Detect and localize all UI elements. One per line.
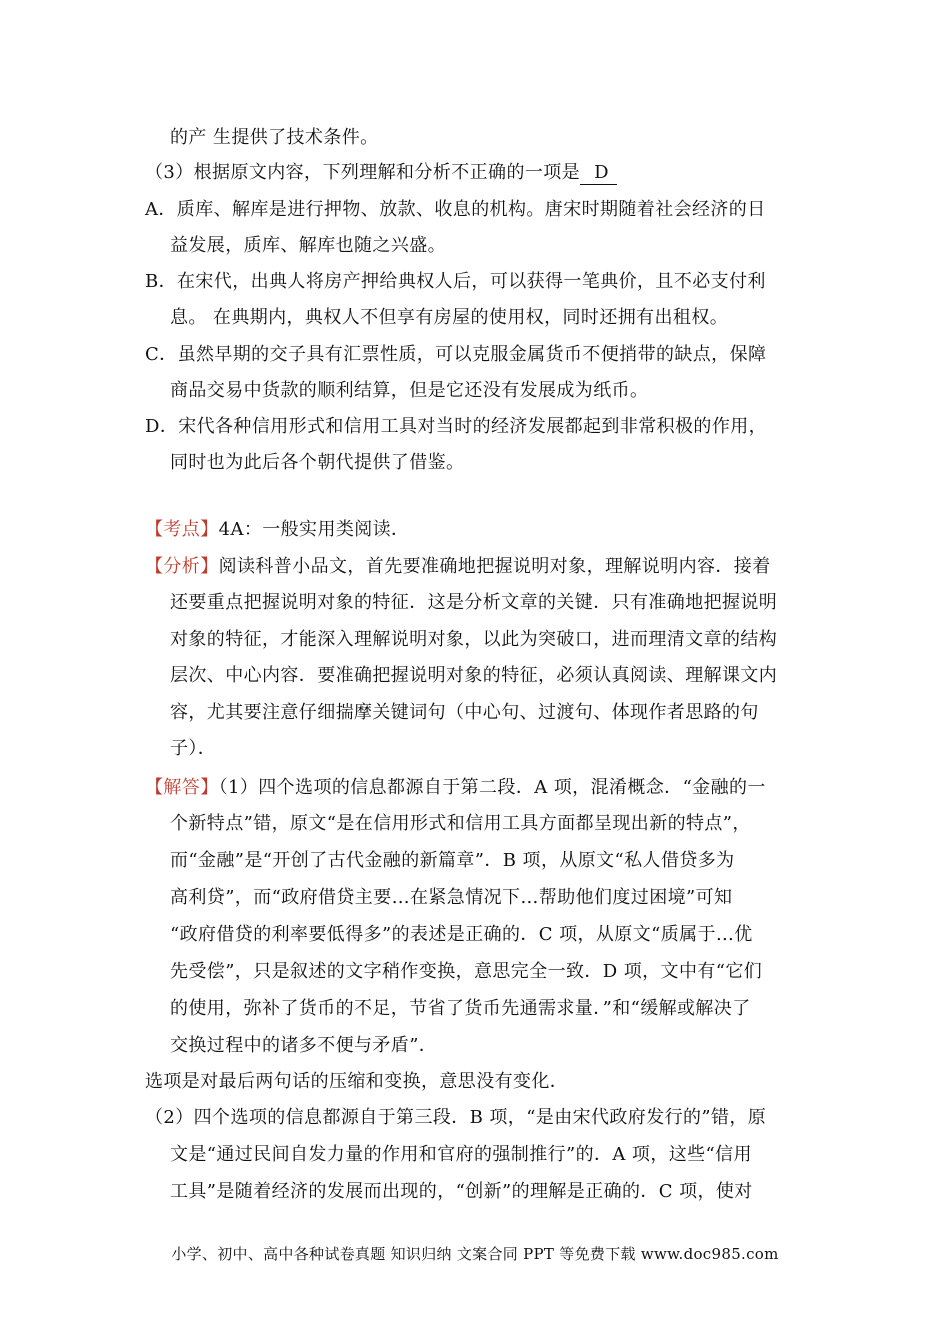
question-3-prompt	[145, 161, 617, 185]
prev-line: 的产 生提供了技术条件。	[170, 127, 379, 148]
jieda-line-2: 个新特点”错，原文“是在信用形式和信用工具方面都呈现出新的特点”，	[170, 813, 751, 834]
fenxi-line-2: 还要重点把握说明对象的特征．这是分析文章的关键．只有准确地把握说明	[170, 592, 778, 613]
fenxi-line-1: 阅读科普小品文，首先要准确地把握说明对象，理解说明内容．接着	[218, 556, 771, 577]
jieda-tail: 选项是对最后两句话的压缩和变换，意思没有变化．	[145, 1071, 569, 1092]
option-b-line-2: 息。 在典期内，典权人不但享有房屋的使用权，同时还拥有出租权。	[170, 307, 729, 328]
option-b-line-1: B．在宋代，出典人将房产押给典权人后，可以获得一笔典价，且不必支付利	[145, 271, 766, 292]
jieda-part2-line-1: （2）四个选项的信息都源自于第三段．B 项，“是由宋代政府发行的”错，原	[145, 1107, 767, 1128]
question-3-text: （3）根据原文内容，下列理解和分析不正确的一项是	[145, 162, 581, 183]
fenxi-label: 【分析】	[145, 556, 219, 577]
jieda-line-4: 高利贷”，而“政府借贷主要…在紧急情况下…帮助他们度过困境”可知	[170, 887, 733, 908]
option-c-line-2: 商品交易中货款的顺利结算，但是它还没有发展成为纸币。	[170, 380, 649, 401]
option-a-line-1: A．质库、解库是进行押物、放款、收息的机构。唐宋时期随着社会经济的日	[145, 199, 766, 220]
option-d-line-2: 同时也为此后各个朝代提供了借鉴。	[170, 452, 465, 473]
jieda-line-5: “政府借贷的利率要低得多”的表述是正确的．C 项，从原文“质属于…优	[170, 924, 753, 945]
fenxi-line-5: 容，尤其要注意仔细揣摩关键词句（中心句、过渡句、体现作者思路的句	[170, 702, 759, 723]
option-c-line-1: C．虽然早期的交子具有汇票性质，可以克服金属货币不便捎带的缺点，保障	[145, 344, 767, 365]
question-3-answer: D	[580, 162, 617, 185]
jieda-line-8: 交换过程中的诸多不便与矛盾”．	[170, 1035, 438, 1056]
jieda-line-1: （1）四个选项的信息都源自于第二段．A 项，混淆概念．“金融的一	[218, 777, 766, 798]
fenxi-section	[145, 555, 771, 579]
jieda-part2-line-3: 工具”是随着经济的发展而出现的，“创新”的理解是正确的．C 项，使对	[170, 1181, 753, 1202]
page-footer: 小学、初中、高中各种试卷真题 知识归纳 文案合同 PPT 等免费下载 www.doc985.com	[171, 1245, 779, 1263]
fenxi-line-4: 层次、中心内容．要准确把握说明对象的特征，必须认真阅读、理解课文内	[170, 665, 778, 686]
kaodian-text: 4A：一般实用类阅读．	[218, 519, 410, 540]
kaodian-section	[145, 518, 409, 542]
kaodian-label: 【考点】	[145, 519, 219, 540]
option-d-line-1: D．宋代各种信用形式和信用工具对当时的经济发展都起到非常积极的作用，	[145, 416, 768, 437]
fenxi-line-6: 子）．	[170, 738, 217, 759]
jieda-part2-line-2: 文是“通过民间自发力量的作用和官府的强制推行”的．A 项，这些“信用	[170, 1144, 752, 1165]
option-a-line-2: 益发展，质库、解库也随之兴盛。	[170, 235, 446, 256]
jieda-line-3: 而“金融”是“开创了古代金融的新篇章”．B 项，从原文“私人借贷多为	[170, 850, 735, 871]
fenxi-line-3: 对象的特征，才能深入理解说明对象，以此为突破口，进而理清文章的结构	[170, 629, 778, 650]
jieda-line-7: 的使用，弥补了货币的不足，节省了货币先通需求量．”和“缓解或解决了	[170, 998, 751, 1019]
jieda-section	[145, 776, 766, 800]
jieda-line-6: 先受偿”，只是叙述的文字稍作变换，意思完全一致．D 项，文中有“它们	[170, 961, 763, 982]
jieda-label: 【解答】	[145, 777, 219, 798]
